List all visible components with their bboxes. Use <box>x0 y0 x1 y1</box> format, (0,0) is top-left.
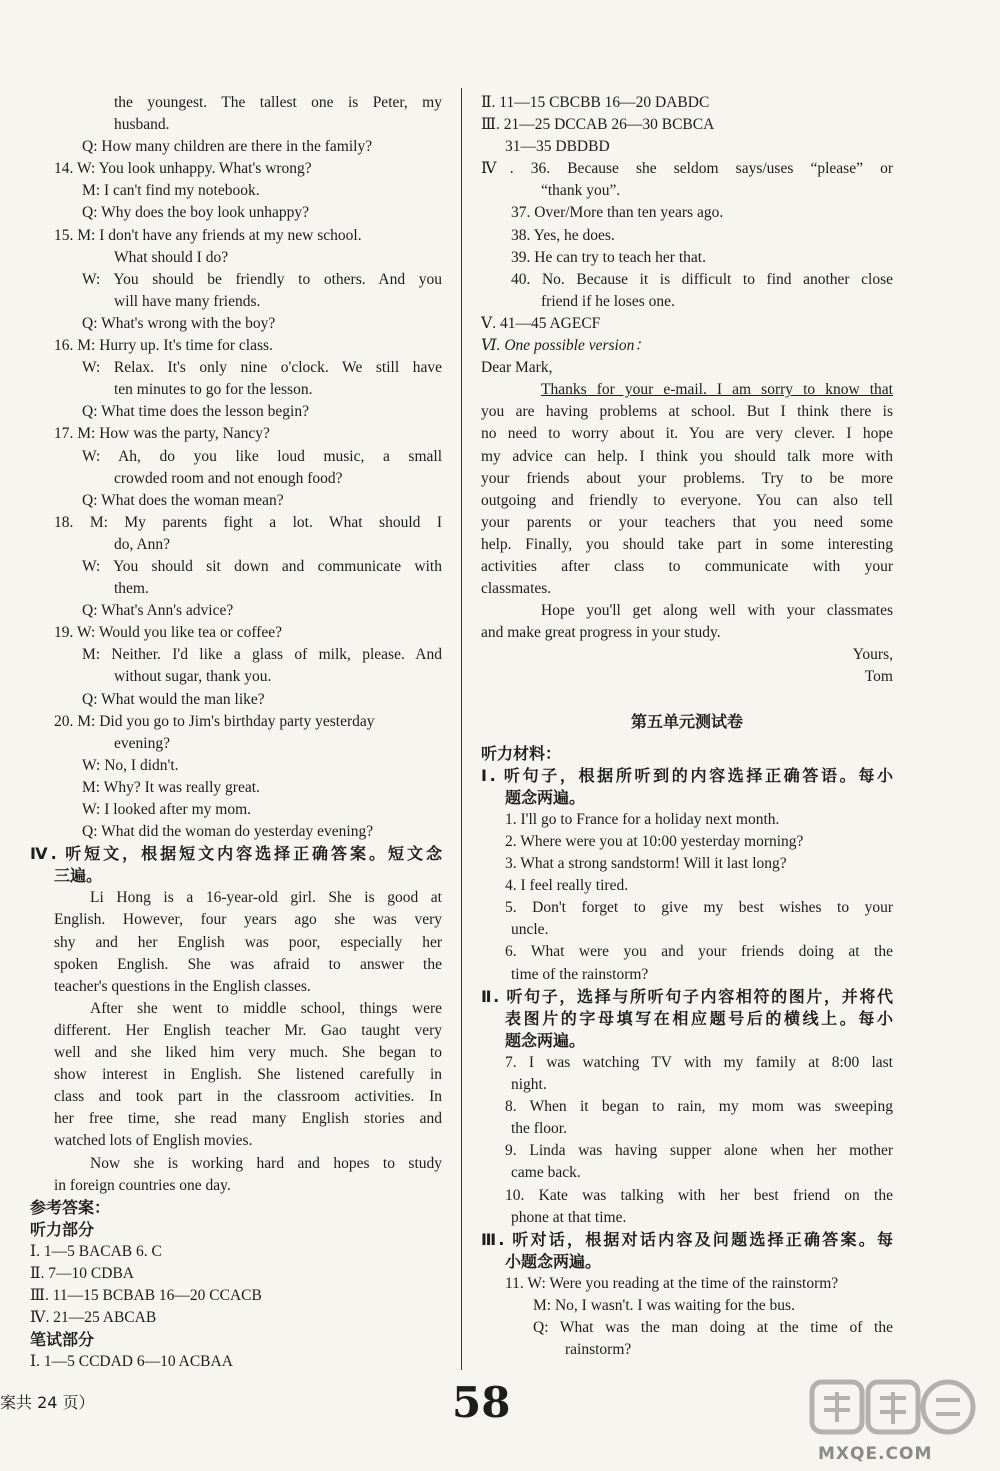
text-line: M: Why? It was really great. <box>82 778 260 796</box>
text-line: uncle. <box>511 921 549 939</box>
text-line: watched lots of English movies. <box>54 1132 253 1150</box>
text-line: Ⅳ. 36. Because she seldom says/uses “please” or <box>481 160 893 178</box>
text-line: Q: How many children are there in the family? <box>82 138 373 156</box>
right-column <box>481 92 893 1361</box>
text-line: Ⅴ. 41—45 AGECF <box>481 314 601 332</box>
text-line: show interest in English. She listened carefully in <box>54 1066 442 1084</box>
text-line: 5. Don't forget to give my best wishes to your <box>505 899 893 917</box>
text-line: Ⅱ. 听句子，选择与所听句子内容相符的图片，并将代 <box>481 986 893 1006</box>
watermark-text: MXQE.COM <box>818 1444 933 1464</box>
text-line: Ⅲ. 听对话，根据对话内容及问题选择正确答案。每 <box>481 1229 893 1249</box>
text-line: and make great progress in your study. <box>481 624 721 642</box>
text-line: 9. Linda was having supper alone when her mother <box>505 1142 893 1160</box>
text-line: 20. M: Did you go to Jim's birthday party yesterday <box>54 712 375 730</box>
text-line: the youngest. The tallest one is Peter, my <box>114 94 442 111</box>
text-line: Q: What was the man doing at the time of the <box>533 1319 893 1337</box>
text-line: W: Ah, do you like loud music, a small <box>82 447 442 465</box>
text-line: time of the rainstorm? <box>511 965 649 983</box>
text-line: Ⅱ. 7—10 CDBA <box>30 1264 134 1282</box>
text-line: 听力部分 <box>30 1219 95 1239</box>
text-line: you are having problems at school. But I think there is <box>481 403 893 421</box>
text-line: 参考答案： <box>30 1197 111 1217</box>
text-line: Q: What's Ann's advice? <box>82 602 234 620</box>
text-line: phone at that time. <box>511 1208 627 1226</box>
text-line: my advice can help. I think you should talk more with <box>481 447 893 465</box>
text-line: class and took part in the classroom activities. In <box>54 1088 442 1106</box>
page-number: 58 <box>452 1378 511 1427</box>
text-line: Hope you'll get along well with your classmates <box>541 602 893 620</box>
text-line: 小题念两遍。 <box>505 1251 602 1271</box>
text-line: your friends about your problems. Try to be more <box>481 469 893 487</box>
text-line: W: No, I didn't. <box>82 756 179 774</box>
text-line: 听力材料： <box>481 743 562 763</box>
text-line: will have many friends. <box>114 292 261 310</box>
text-line: 3. What a strong sandstorm! Will it last long? <box>505 855 787 873</box>
text-line: friend if he loses one. <box>541 292 675 310</box>
text-line: After she went to middle school, things were <box>90 999 442 1017</box>
text-line: 15. M: I don't have any friends at my new school. <box>54 226 362 244</box>
text-line: the floor. <box>511 1120 567 1138</box>
text-line: 1. I'll go to France for a holiday next month. <box>505 810 780 828</box>
text-line: 31—35 DBDBD <box>505 138 610 156</box>
text-line: them. <box>114 580 149 598</box>
text-line: 10. Kate was talking with her best friend on the <box>505 1186 893 1204</box>
text-line: Yours, <box>852 646 893 664</box>
text-line: 14. W: You look unhappy. What's wrong? <box>54 160 312 178</box>
text-line: activities after class to communicate with your <box>481 557 893 575</box>
text-line: 17. M: How was the party, Nancy? <box>54 425 270 443</box>
text-line: Q: What time does the lesson begin? <box>82 403 309 421</box>
text-line: rainstorm? <box>565 1341 632 1359</box>
text-line: Ⅳ. 听短文，根据短文内容选择正确答案。短文念 <box>30 844 442 864</box>
text-line: shy and her English was poor, especially her <box>54 933 442 951</box>
text-line: 16. M: Hurry up. It's time for class. <box>54 337 273 355</box>
listening-material-section <box>481 743 893 1362</box>
text-line: well and she liked him very much. She began to <box>54 1044 442 1062</box>
text-line: W: You should be friendly to others. And you <box>82 270 442 288</box>
text-line: 38. Yes, he does. <box>511 226 615 244</box>
text-line: spoken English. She was afraid to answer the <box>54 955 442 973</box>
text-line: 19. W: Would you like tea or coffee? <box>54 624 283 642</box>
text-line: 题念两遍。 <box>505 1030 586 1050</box>
text-line: 表图片的字母填写在相应题号后的横线上。每小 <box>505 1008 893 1028</box>
text-line: 题念两遍。 <box>505 787 586 807</box>
text-line: M: I can't find my notebook. <box>82 182 260 200</box>
text-line: in foreign countries one day. <box>54 1176 231 1194</box>
footer-left: 案共 24 页） <box>0 1393 95 1412</box>
text-line: outgoing and friendly to everyone. You can also tell <box>481 491 893 509</box>
text-line: Ⅰ. 听句子，根据所听到的内容选择正确答语。每小 <box>481 765 893 785</box>
text-line: evening? <box>114 734 170 752</box>
text-line: Tom <box>864 668 893 686</box>
text-line: Dear Mark, <box>481 359 553 377</box>
text-line: Ⅰ. 1—5 CCDAD 6—10 ACBAA <box>30 1353 233 1371</box>
text-line: M: No, I wasn't. I was waiting for the bus. <box>533 1296 795 1314</box>
text-line: 8. When it began to rain, my mom was sweeping <box>505 1098 893 1116</box>
text-line: husband. <box>114 116 170 134</box>
text-line: W: You should sit down and communicate with <box>82 557 442 575</box>
text-line: Ⅳ. 21—25 ABCAB <box>30 1309 157 1327</box>
text-line: 6. What were you and your friends doing at the <box>505 943 893 961</box>
text-line: Q: What does the woman mean? <box>82 491 284 509</box>
text-line: Q: What did the woman do yesterday evening? <box>82 823 374 841</box>
text-line: different. Her English teacher Mr. Gao taught very <box>54 1021 442 1039</box>
text-line: ten minutes to go for the lesson. <box>114 381 313 399</box>
text-line: 37. Over/More than ten years ago. <box>511 204 724 222</box>
text-line: classmates. <box>481 580 552 598</box>
text-line: teacher's questions in the English classes. <box>54 977 311 995</box>
left-column <box>30 92 442 1373</box>
text-line: Q: What would the man like? <box>82 690 265 708</box>
text-line: Ⅱ. 11—15 CBCBB 16—20 DABDC <box>481 94 710 111</box>
text-line: Ⅲ. 11—15 BCBAB 16—20 CCACB <box>30 1287 262 1305</box>
text-line: without sugar, thank you. <box>114 668 272 686</box>
text-line: Ⅰ. 1—5 BACAB 6. C <box>30 1242 162 1260</box>
text-line: Ⅵ. One possible version： <box>481 337 650 355</box>
text-line: W: I looked after my mom. <box>82 801 252 818</box>
text-line: 三遍。 <box>54 866 103 886</box>
text-line: 18. M: My parents fight a lot. What should I <box>54 513 442 531</box>
unit-title: 第五单元测试卷 <box>630 711 743 731</box>
text-line: her free time, she read many English stories and <box>54 1110 442 1128</box>
text-line: “thank you”. <box>541 182 621 200</box>
text-line: 笔试部分 <box>30 1330 95 1350</box>
text-line: Q: Why does the boy look unhappy? <box>82 204 310 222</box>
text-line: Now she is working hard and hopes to study <box>90 1154 442 1172</box>
text-line: crowded room and not enough food? <box>114 469 343 487</box>
answer-section <box>481 92 893 689</box>
text-line: night. <box>511 1076 547 1094</box>
text-line: 40. No. Because it is difficult to find another close <box>511 270 893 288</box>
text-line: help. Finally, you should take part in some interesting <box>481 535 893 553</box>
text-line: do, Ann? <box>114 535 170 553</box>
text-line: no need to worry about it. You are very clever. I hope <box>481 425 893 443</box>
text-line: W: Relax. It's only nine o'clock. We still have <box>82 359 442 377</box>
text-line: 7. I was watching TV with my family at 8:00 last <box>505 1053 893 1071</box>
text-line: Q: What's wrong with the boy? <box>82 314 276 332</box>
text-line: came back. <box>511 1164 581 1182</box>
text-line: 2. Where were you at 10:00 yesterday morning? <box>505 833 804 850</box>
text-line: Ⅲ. 21—25 DCCAB 26—30 BCBCA <box>481 116 715 134</box>
text-line: your parents or your teachers that you need some <box>481 513 893 531</box>
text-line: What should I do? <box>114 248 229 266</box>
text-line: English. However, four years ago she was very <box>54 911 442 929</box>
text-line: 39. He can try to teach her that. <box>511 248 706 266</box>
text-line: Thanks for your e-mail. I am sorry to know that <box>541 381 893 399</box>
text-line: 4. I feel really tired. <box>505 877 629 895</box>
text-line: Li Hong is a 16-year-old girl. She is good at <box>90 889 442 907</box>
text-line: M: Neither. I'd like a glass of milk, please. And <box>82 646 442 664</box>
column-divider <box>461 88 462 1370</box>
text-line: 11. W: Were you reading at the time of the rainstorm? <box>505 1274 839 1292</box>
